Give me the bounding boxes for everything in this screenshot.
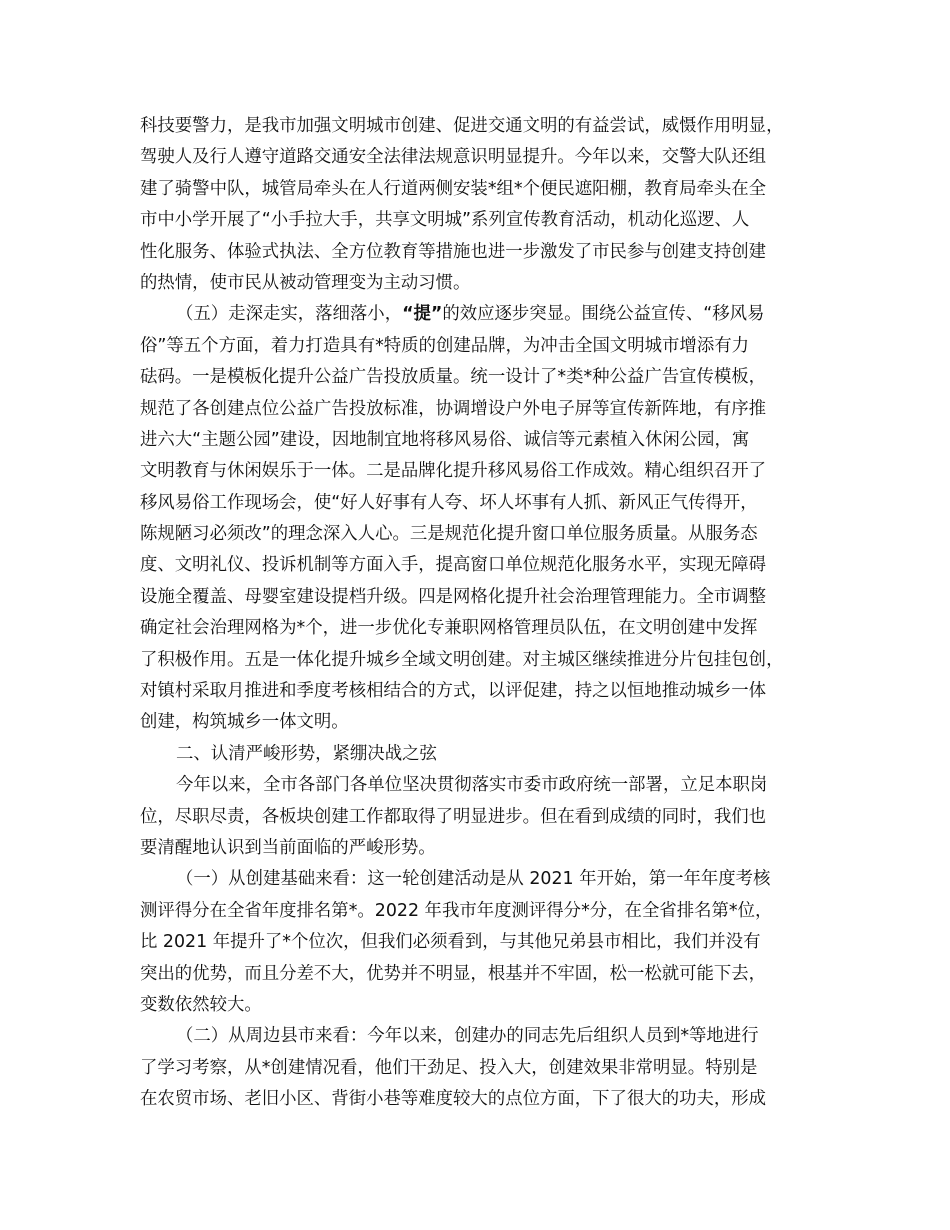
text-line: 了学习考察，从*创建情况看，他们干劲足、投入大，创建效果非常明显。特别是 [140, 1057, 758, 1078]
text-line: 要清醒地认识到当前面临的严峻形势。 [140, 837, 436, 858]
text-line: 陈规陋习必须改”的理念深入人心。三是规范化提升窗口单位服务质量。从服务态 [140, 524, 758, 545]
text-line: 了积极作用。五是一体化提升城乡全域文明创建。对主城区继续推进分片包挂包创， [140, 649, 784, 670]
text-line [140, 299, 830, 330]
bold-text-segment: “提” [402, 304, 443, 325]
document-body [140, 111, 830, 1116]
text-line: （一）从创建基础来看：这一轮创建活动是从 2021 年开始，第一年年度考核 [176, 869, 771, 890]
text-line: 变数依然较大。 [140, 994, 262, 1015]
text-line: 度、文明礼仪、投诉机制等方面入手，提高窗口单位规范化服务水平，实现无障碍 [140, 555, 767, 576]
text-line: 市中小学开展了“小手拉大手，共享文明城”系列宣传教育活动，机动化巡逻、人 [140, 210, 750, 231]
text-line: 突出的优势，而且分差不大，优势并不明显，根基并不牢固，松一松就可能下去， [140, 963, 767, 984]
text-line: 对镇村采取月推进和季度考核相结合的方式，以评促建，持之以恒地推动城乡一体 [140, 681, 767, 702]
text-line: 文明教育与休闲娱乐于一体。二是品牌化提升移风易俗工作成效。精心组织召开了 [140, 461, 767, 482]
text-line: 建了骑警中队，城管局牵头在人行道两侧安装*组*个便民遮阳棚，教育局牵头在全 [140, 178, 767, 199]
text-line: 位，尽职尽责，各板块创建工作都取得了明显进步。但在看到成绩的同时，我们也 [140, 806, 767, 827]
text-line: 俗”等五个方面，着力打造具有*特质的创建品牌，为冲击全国文明城市增添有力 [140, 335, 749, 356]
text-line: 创建，构筑城乡一体文明。 [140, 712, 349, 733]
text-line: 的热情，使市民从被动管理变为主动习惯。 [140, 272, 471, 293]
text-line: 设施全覆盖、母婴室建设提档升级。四是网格化提升社会治理管理能力。全市调整 [140, 586, 767, 607]
text-line: 在农贸市场、老旧小区、背街小巷等难度较大的点位方面，下了很大的功夫，形成 [140, 1089, 767, 1110]
text-line: 测评得分在全省年度排名第*。2022 年我市年度测评得分*分，在全省排名第*位， [140, 900, 773, 921]
text-segment: 的效应逐步突显。围绕公益宣传、“移风易 [442, 304, 765, 325]
text-line: 今年以来，全市各部门各单位坚决贯彻落实市委市政府统一部署，立足本职岗 [176, 775, 768, 796]
text-line: 性化服务、体验式执法、全方位教育等措施也进一步激发了市民参与创建支持创建 [140, 241, 767, 262]
text-line: 规范了各创建点位公益广告投放标准，协调增设户外电子屏等宣传新阵地，有序推 [140, 398, 767, 419]
text-segment: （五）走深走实，落细落小， [176, 304, 403, 325]
text-line: 砝码。一是模板化提升公益广告投放质量。统一设计了*类*种公益广告宣传模板， [140, 367, 767, 388]
text-line: 确定社会治理网格为*个，进一步优化专兼职网格管理员队伍，在文明创建中发挥 [140, 618, 758, 639]
text-line: （二）从周边县市来看：今年以来，创建办的同志先后组织人员到*等地进行 [176, 1026, 759, 1047]
text-line: 移风易俗工作现场会，使“好人好事有人夸、坏人坏事有人抓、新风正气传得开， [140, 492, 758, 513]
text-line: 驾驶人及行人遵守道路交通安全法律法规意识明显提升。今年以来，交警大队还组 [140, 147, 767, 168]
text-line: 科技要警力，是我市加强文明城市创建、促进交通文明的有益尝试，威慑作用明显， [140, 116, 784, 136]
text-line: 进六大“主题公园”建设，因地制宜地将移风易俗、诚信等元素植入休闲公园，寓 [140, 429, 750, 450]
text-line: 二、认清严峻形势，紧绷决战之弦 [176, 743, 437, 764]
text-line: 比 2021 年提升了*个位次，但我们必须看到，与其他兄弟县市相比，我们并没有 [140, 932, 761, 953]
